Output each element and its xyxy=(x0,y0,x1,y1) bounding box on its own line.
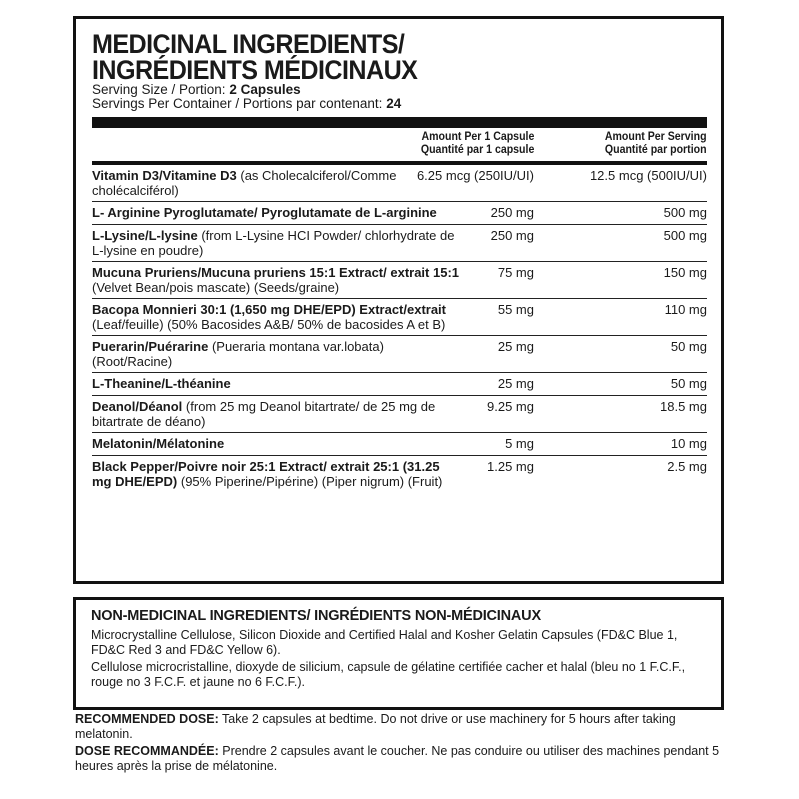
ingredient-row xyxy=(92,202,707,225)
per-capsule-value: 250 mg xyxy=(490,228,534,243)
servings-per-container xyxy=(92,97,707,111)
per-serving-header-line1: Amount Per Serving xyxy=(605,131,707,143)
ingredient-name-bold: Puerarin/Puérarine xyxy=(92,339,209,354)
ingredient-name xyxy=(92,339,462,369)
per-capsule-value: 250 mg xyxy=(490,205,534,220)
ingredient-name-detail: (from L-Lysine HCI Powder/ chlorhydrate de L-lysine en poudre) xyxy=(92,228,455,258)
per-capsule-value: 9.25 mg xyxy=(487,399,534,414)
per-capsule-header-line2: Quantité par 1 capsule xyxy=(420,144,534,156)
serving-size-label: Serving Size / Portion: xyxy=(92,82,226,97)
per-capsule-value: 25 mg xyxy=(497,376,534,391)
serving-size xyxy=(92,83,707,97)
serving-size-value: 2 Capsules xyxy=(229,82,301,97)
per-serving-value: 150 mg xyxy=(663,265,707,280)
dose-fr-label: DOSE RECOMMANDÉE: xyxy=(75,744,219,758)
non-medicinal-english: Microcrystalline Cellulose, Silicon Dioxide and Certified Halal and Kosher Gelatin Capsules (FD&C Blue 1, FD&C Red 3 and FD&C Yellow 6). xyxy=(91,628,678,657)
per-serving-value: 12.5 mcg (500IU/UI) xyxy=(589,168,707,183)
per-capsule-value: 75 mg xyxy=(497,265,534,280)
ingredient-row xyxy=(92,396,707,433)
medicinal-title-line1: MEDICINAL INGREDIENTS/ xyxy=(92,29,405,59)
servings-per-container-label: Servings Per Container / Portions par contenant: xyxy=(92,96,383,111)
per-capsule-header-line1: Amount Per 1 Capsule xyxy=(421,131,534,143)
per-serving-value: 10 mg xyxy=(670,436,707,451)
per-serving-value: 50 mg xyxy=(670,376,707,391)
per-serving-header xyxy=(605,131,707,157)
ingredient-name-bold: Black Pepper/Poivre noir 25:1 Extract/ extrait 25:1 (31.25 mg DHE/EPD) xyxy=(92,459,440,489)
ingredient-row xyxy=(92,433,707,456)
ingredient-name xyxy=(92,376,462,391)
servings-per-container-value: 24 xyxy=(386,96,402,111)
dose-english xyxy=(75,712,725,742)
dose-fr-text: Prendre 2 capsules avant le coucher. Ne pas conduire ou utiliser des machines pendant 5 heures après la prise de mélatonine. xyxy=(75,744,720,773)
ingredient-name-detail: (Velvet Bean/pois mascate) (Seeds/graine) xyxy=(92,280,340,295)
per-serving-value: 2.5 mg xyxy=(667,459,707,474)
per-capsule-value: 55 mg xyxy=(497,302,534,317)
ingredient-name-bold: L-Lysine/L-lysine xyxy=(92,228,198,243)
ingredient-name-bold: L- Arginine Pyroglutamate/ Pyroglutamate de L-arginine xyxy=(92,205,437,220)
ingredient-row xyxy=(92,262,707,299)
ingredient-row xyxy=(92,456,707,492)
medicinal-title xyxy=(92,31,664,83)
recommended-dose xyxy=(75,712,725,774)
per-capsule-value: 25 mg xyxy=(497,339,534,354)
per-serving-value: 50 mg xyxy=(670,339,707,354)
per-capsule-value: 5 mg xyxy=(505,436,534,451)
per-capsule-value: 6.25 mcg (250IU/UI) xyxy=(416,168,534,183)
ingredient-name-bold: Deanol/Déanol xyxy=(92,399,183,414)
ingredient-name xyxy=(92,459,462,489)
ingredient-row xyxy=(92,299,707,336)
ingredient-name-bold: L-Theanine/L-théanine xyxy=(92,376,231,391)
ingredient-name xyxy=(92,205,462,220)
non-medicinal-title: NON-MEDICINAL INGREDIENTS/ INGRÉDIENTS NON-MÉDICINAUX xyxy=(91,608,541,624)
medicinal-title-line2: INGRÉDIENTS MÉDICINAUX xyxy=(92,55,418,85)
dose-french xyxy=(75,744,725,774)
non-medicinal-french: Cellulose microcristalline, dioxyde de silicium, capsule de gélatine certifiée cacher et halal (bleu no 1 F.C.F., rouge no 3 F.C.F. et jaune no 6 F.C.F.). xyxy=(91,660,686,689)
ingredient-name-detail: (from 25 mg Deanol bitartrate/ de 25 mg de bitartrate de déano) xyxy=(92,399,436,429)
ingredient-name xyxy=(92,168,462,198)
dose-en-label: RECOMMENDED DOSE: xyxy=(75,712,219,726)
medicinal-ingredients-panel xyxy=(73,16,724,584)
ingredient-name xyxy=(92,302,462,332)
ingredient-name xyxy=(92,436,462,451)
ingredient-name-detail: (Pueraria montana var.lobata) (Root/Racine) xyxy=(92,339,384,369)
per-serving-value: 18.5 mg xyxy=(660,399,707,414)
per-serving-value: 110 mg xyxy=(664,302,707,317)
per-serving-header-line2: Quantité par portion xyxy=(605,144,707,156)
per-serving-value: 500 mg xyxy=(663,205,707,220)
per-serving-value: 500 mg xyxy=(663,228,707,243)
ingredient-name-detail: (as Cholecalciferol/Comme cholécalciférol) xyxy=(92,168,397,198)
per-capsule-value: 1.25 mg xyxy=(487,459,534,474)
per-capsule-header xyxy=(421,131,534,157)
ingredient-row xyxy=(92,165,707,202)
ingredient-name-detail: (95% Piperine/Pipérine) (Piper nigrum) (Fruit) xyxy=(180,474,443,489)
ingredient-name-detail: (Leaf/feuille) (50% Bacosides A&B/ 50% de bacosides A et B) xyxy=(92,317,446,332)
ingredient-row xyxy=(92,225,707,262)
column-headers xyxy=(92,131,707,161)
ingredient-name xyxy=(92,265,462,295)
ingredient-name-bold: Melatonin/Mélatonine xyxy=(92,436,225,451)
header-bar xyxy=(92,117,707,128)
ingredient-name-bold: Vitamin D3/Vitamine D3 xyxy=(92,168,237,183)
ingredient-rows xyxy=(92,165,707,492)
ingredient-name-bold: Mucuna Pruriens/Mucuna pruriens 15:1 Extract/ extrait 15:1 xyxy=(92,265,460,280)
ingredient-name xyxy=(92,399,462,429)
dose-en-text: Take 2 capsules at bedtime. Do not drive or use machinery for 5 hours after taking melatonin. xyxy=(75,712,676,741)
ingredient-row xyxy=(92,336,707,373)
ingredient-row xyxy=(92,373,707,396)
ingredient-name-bold: Bacopa Monnieri 30:1 (1,650 mg DHE/EPD) Extract/extrait xyxy=(92,302,447,317)
ingredient-name xyxy=(92,228,462,258)
non-medicinal-panel xyxy=(73,597,724,710)
